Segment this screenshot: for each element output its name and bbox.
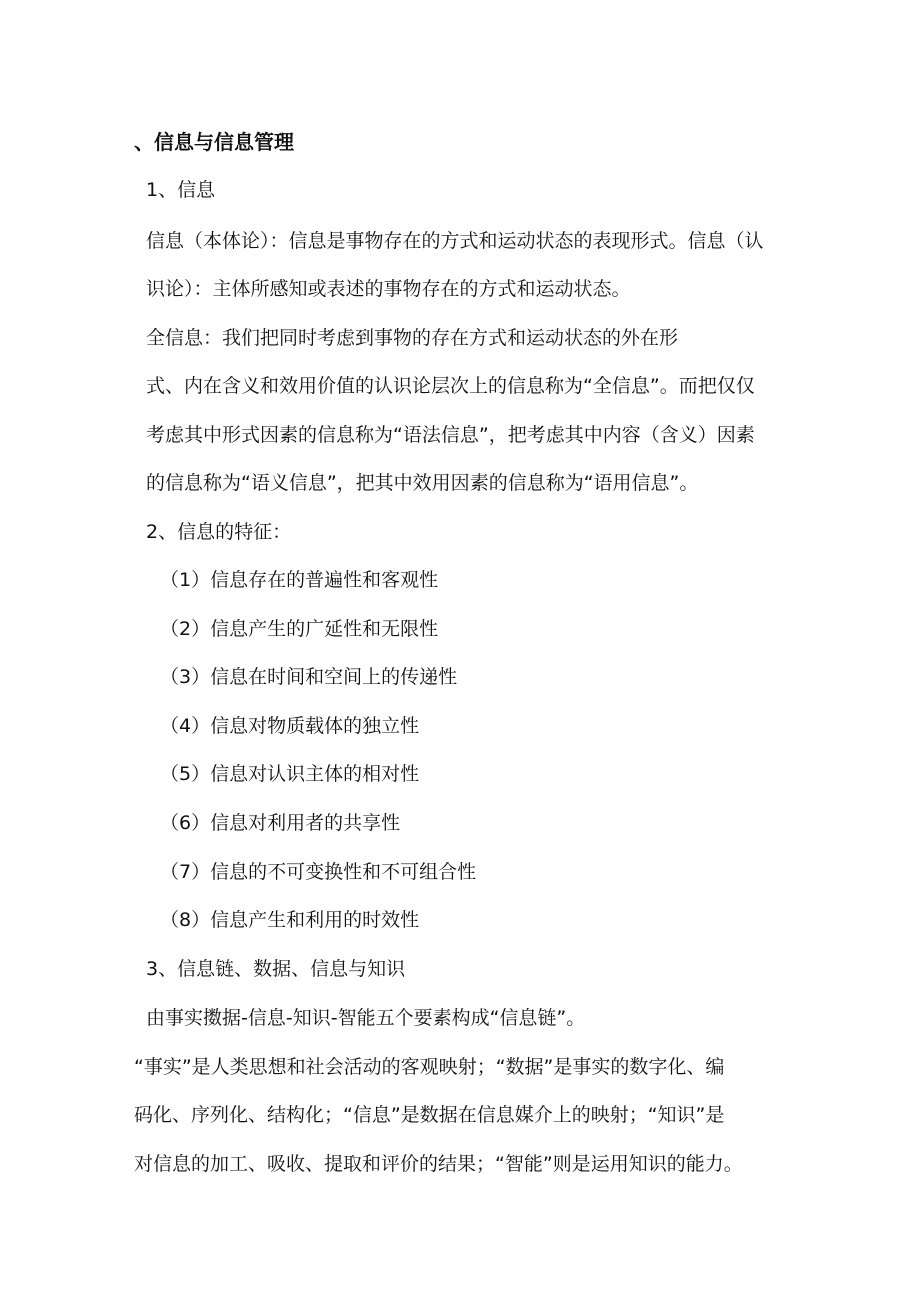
list-item: （7）信息的不可变换性和不可组合性 <box>160 861 477 883</box>
paragraph-line: “事实”是人类思想和社会活动的客观映射；“数据”是事实的数字化、编 <box>134 1056 725 1078</box>
paragraph-line: 信息（本体论）：信息是事物存在的方式和运动状态的表现形式。信息（认 <box>146 230 764 252</box>
list-item: （4）信息对物质载体的独立性 <box>160 715 420 737</box>
paragraph-line: 全信息：我们把同时考虑到事物的存在方式和运动状态的外在形 <box>146 327 679 349</box>
list-item: （3）信息在时间和空间上的传递性 <box>160 666 458 688</box>
paragraph-line: 式、内在含义和效用价值的认识论层次上的信息称为“全信息”。而把仅仅 <box>146 375 755 397</box>
section-3-heading: 3、信息链、数据、信息与知识 <box>146 958 406 980</box>
paragraph-line: 识论）：主体所感知或表述的事物存在的方式和运动状态。 <box>146 278 631 300</box>
paragraph-line: 码化、序列化、结构化；“信息”是数据在信息媒介上的映射；“知识”是 <box>134 1104 725 1126</box>
paragraph-line: 的信息称为“语义信息”，把其中效用因素的信息称为“语用信息”。 <box>146 472 699 494</box>
list-item: （5）信息对认识主体的相对性 <box>160 763 420 785</box>
list-item: （1）信息存在的普遍性和客观性 <box>160 569 439 591</box>
list-item: （2）信息产生的广延性和无限性 <box>160 618 439 640</box>
document-title: 、信息与信息管理 <box>134 130 294 154</box>
list-item: （8）信息产生和利用的时效性 <box>160 909 420 931</box>
section-1-heading: 1、信息 <box>146 179 216 201</box>
paragraph-line: 考虑其中形式因素的信息称为“语法信息”，把考虑其中内容（含义）因素 <box>146 424 755 446</box>
paragraph-line: 由事实擞据-信息-知识-智能五个要素构成“信息链”。 <box>146 1007 586 1029</box>
section-2-heading: 2、信息的特征： <box>146 521 292 543</box>
paragraph-line: 对信息的加工、吸收、提取和评价的结果；“智能”则是运用知识的能力。 <box>134 1153 743 1175</box>
list-item: （6）信息对利用者的共享性 <box>160 812 401 834</box>
